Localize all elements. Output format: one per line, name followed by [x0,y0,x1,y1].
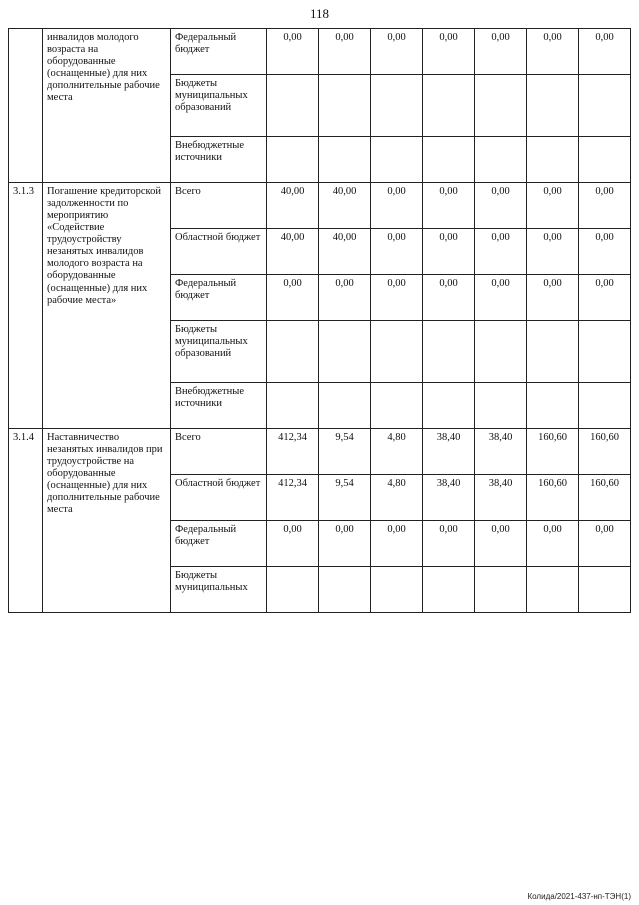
amount-cell: 9,54 [319,475,371,521]
amount-cell: 0,00 [319,275,371,321]
amount-cell: 0,00 [423,521,475,567]
amount-cell: 0,00 [371,29,423,75]
amount-cell: 40,00 [319,183,371,229]
funding-source-cell: Федеральный бюджет [171,521,267,567]
item-number-cell: 3.1.3 [9,183,43,429]
amount-cell: 0,00 [579,183,631,229]
amount-cell: 40,00 [319,229,371,275]
amount-cell: 0,00 [423,275,475,321]
amount-cell: 0,00 [579,275,631,321]
item-number-cell: 3.1.4 [9,429,43,613]
amount-cell [319,383,371,429]
amount-cell: 0,00 [475,29,527,75]
measure-name-cell: Погашение кредиторской задолженности по мероприятию «Содействие трудоустройству незанятых инвалидов молодого возраста на оборудованные (оснащенные) для них рабочие места» [43,183,171,429]
amount-cell: 0,00 [267,275,319,321]
amount-cell: 0,00 [371,229,423,275]
table-row [9,29,631,75]
funding-source-cell: Бюджеты муниципальных образований [171,75,267,137]
measure-name-cell: инвалидов молодого возраста на оборудованные (оснащенные) для них дополнительные рабочие места [43,29,171,183]
amount-cell [527,75,579,137]
amount-cell [579,137,631,183]
amount-cell: 40,00 [267,183,319,229]
amount-cell [579,321,631,383]
amount-cell [579,75,631,137]
measure-name-cell: Наставничество незанятых инвалидов при трудоустройстве на оборудованные (оснащенные) для них дополнительные рабочие места [43,429,171,613]
amount-cell [579,567,631,613]
amount-cell [371,321,423,383]
amount-cell [371,383,423,429]
amount-cell: 0,00 [579,229,631,275]
amount-cell [371,75,423,137]
amount-cell [267,75,319,137]
amount-cell [527,137,579,183]
table-row [9,183,631,229]
amount-cell: 4,80 [371,429,423,475]
amount-cell: 0,00 [423,29,475,75]
amount-cell [423,383,475,429]
amount-cell: 0,00 [527,521,579,567]
amount-cell: 4,80 [371,475,423,521]
amount-cell [423,75,475,137]
amount-cell [475,383,527,429]
amount-cell: 0,00 [423,229,475,275]
amount-cell: 0,00 [527,29,579,75]
amount-cell: 0,00 [371,521,423,567]
funding-source-cell: Внебюджетные источники [171,383,267,429]
amount-cell: 0,00 [527,183,579,229]
amount-cell: 160,60 [579,429,631,475]
amount-cell [319,321,371,383]
budget-table [8,28,631,613]
amount-cell: 38,40 [423,429,475,475]
amount-cell [267,321,319,383]
amount-cell: 0,00 [475,275,527,321]
amount-cell [475,567,527,613]
funding-source-cell: Бюджеты муниципальных [171,567,267,613]
amount-cell [371,137,423,183]
amount-cell: 0,00 [371,275,423,321]
amount-cell: 0,00 [319,521,371,567]
amount-cell: 0,00 [267,521,319,567]
amount-cell [423,137,475,183]
amount-cell [423,321,475,383]
amount-cell: 0,00 [527,229,579,275]
funding-source-cell: Всего [171,183,267,229]
amount-cell: 160,60 [527,429,579,475]
amount-cell: 0,00 [371,183,423,229]
amount-cell: 9,54 [319,429,371,475]
amount-cell [475,75,527,137]
amount-cell [267,567,319,613]
amount-cell [475,321,527,383]
amount-cell [371,567,423,613]
amount-cell: 412,34 [267,475,319,521]
amount-cell: 0,00 [579,29,631,75]
amount-cell [267,137,319,183]
amount-cell: 0,00 [475,229,527,275]
amount-cell [527,567,579,613]
amount-cell [319,75,371,137]
amount-cell: 38,40 [475,475,527,521]
amount-cell [319,567,371,613]
amount-cell: 0,00 [423,183,475,229]
funding-source-cell: Областной бюджет [171,229,267,275]
funding-source-cell: Федеральный бюджет [171,29,267,75]
amount-cell: 38,40 [475,429,527,475]
document-code: Колида/2021-437-нп-ТЭН(1) [527,892,631,901]
funding-source-cell: Областной бюджет [171,475,267,521]
item-number-cell [9,29,43,183]
amount-cell [475,137,527,183]
amount-cell: 412,34 [267,429,319,475]
amount-cell [267,383,319,429]
funding-source-cell: Всего [171,429,267,475]
amount-cell: 0,00 [319,29,371,75]
funding-source-cell: Бюджеты муниципальных образований [171,321,267,383]
amount-cell [319,137,371,183]
amount-cell [423,567,475,613]
amount-cell [527,321,579,383]
amount-cell: 38,40 [423,475,475,521]
page-number: 118 [309,6,330,21]
amount-cell [527,383,579,429]
funding-source-cell: Внебюджетные источники [171,137,267,183]
amount-cell: 160,60 [527,475,579,521]
amount-cell: 0,00 [267,29,319,75]
amount-cell: 40,00 [267,229,319,275]
funding-source-cell: Федеральный бюджет [171,275,267,321]
amount-cell: 160,60 [579,475,631,521]
amount-cell: 0,00 [475,183,527,229]
amount-cell: 0,00 [475,521,527,567]
amount-cell: 0,00 [527,275,579,321]
amount-cell [579,383,631,429]
table-row [9,429,631,475]
amount-cell: 0,00 [579,521,631,567]
